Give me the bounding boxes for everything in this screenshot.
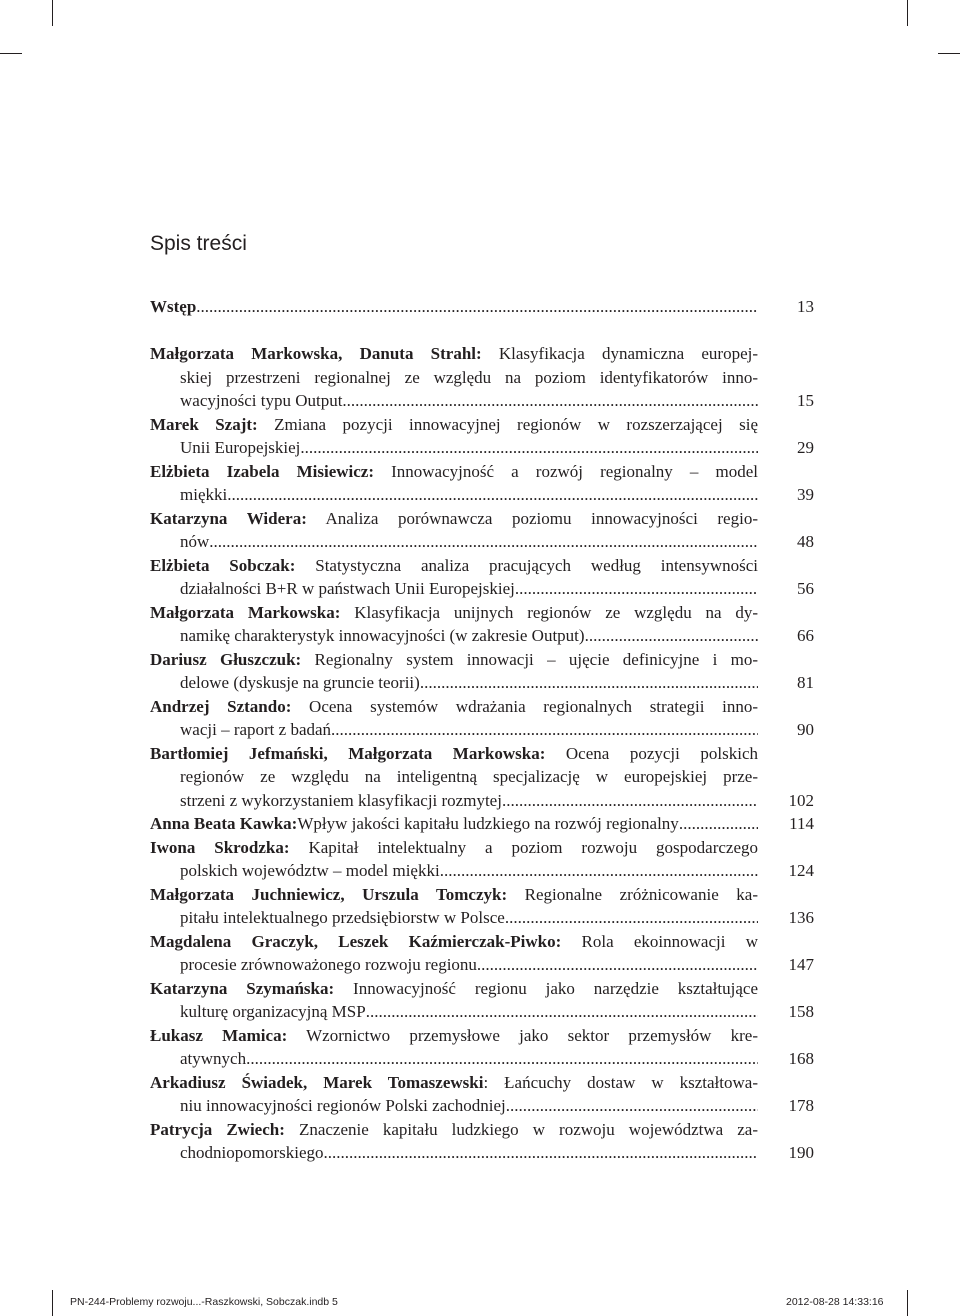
toc-entry-text: Kapitał intelektualny a poziom rozwoju gospodarczego xyxy=(289,837,758,857)
toc-entry-line xyxy=(150,366,758,390)
toc-entry-text: procesie zrównoważonego rozwoju regionu xyxy=(180,955,477,974)
footer-file-name: PN-244-Problemy rozwoju...-Raszkowski, Sobczak.indb 5 xyxy=(70,1296,338,1308)
toc-entry-author: Małgorzata Juchniewicz, Urszula Tomczyk: xyxy=(150,884,508,904)
toc-leader-dots xyxy=(196,295,758,319)
toc-entry-text: Ocena pozycji polskich xyxy=(545,743,758,763)
toc-entry-line[interactable] xyxy=(150,977,758,1001)
toc-entry-line[interactable] xyxy=(150,883,758,907)
toc-entry-text: pitału intelektualnego przedsiębiorstw w Polsce xyxy=(180,908,505,927)
toc-entry-text: Innowacyjność a rozwój regionalny – model xyxy=(374,461,758,481)
toc-leader-dots xyxy=(420,671,758,695)
toc-entry-line xyxy=(150,1047,814,1071)
toc-entry-line[interactable] xyxy=(150,836,758,860)
toc-leader-line xyxy=(180,577,758,601)
crop-mark xyxy=(0,53,22,54)
crop-mark xyxy=(52,1290,53,1316)
toc-leader-line xyxy=(180,718,758,742)
toc-page-number: 102 xyxy=(788,790,814,810)
toc-entry-text: Regionalny system innowacji – ujęcie definicyjne i mo- xyxy=(301,649,758,669)
toc-leader-dots xyxy=(324,1141,758,1165)
toc-leader-line xyxy=(180,1141,758,1165)
toc-entry-line[interactable] xyxy=(150,742,758,766)
toc-leader-line xyxy=(180,624,758,648)
toc-entry-line[interactable] xyxy=(150,695,758,719)
toc-entry-text: Klasyfikacja unijnych regionów ze względu na dy- xyxy=(340,602,759,622)
toc-leader-dots xyxy=(505,906,758,930)
toc-entry-line xyxy=(150,953,814,977)
toc-page-number: 13 xyxy=(797,297,814,316)
toc-leader-dots xyxy=(506,1094,758,1118)
toc-entry-text: regionów ze względu na inteligentną specjalizację w europejskiej prze- xyxy=(180,767,758,786)
toc-page-number: 168 xyxy=(788,1049,814,1068)
toc-entry-line xyxy=(150,765,758,789)
toc-entry-text: nów xyxy=(180,532,210,551)
toc-leader-dots xyxy=(679,812,758,836)
toc-entry-text: Znaczenie kapitału ludzkiego w rozwoju województwa za- xyxy=(284,1119,758,1139)
toc-entry-intro[interactable] xyxy=(150,295,814,319)
toc-leader-dots xyxy=(502,789,758,813)
toc-entry-text: Ocena systemów wdrażania regionalnych strategii inno- xyxy=(291,696,758,716)
toc-entry-line xyxy=(150,1000,814,1024)
toc-page-number: 90 xyxy=(797,720,814,739)
toc-entry-author: Magdalena Graczyk, Leszek Kaźmierczak-Piwko: xyxy=(150,931,562,951)
toc-entry-text: namikę charakterystyk innowacyjności (w zakresie Output) xyxy=(180,626,585,645)
toc-leader-line xyxy=(180,389,758,413)
toc-entry-line[interactable] xyxy=(150,930,758,954)
toc-leader-dots xyxy=(227,483,758,507)
toc-entry-line xyxy=(150,1141,814,1165)
toc-leader-dots xyxy=(366,1000,758,1024)
toc-leader-dots xyxy=(342,389,758,413)
toc-page-number: 39 xyxy=(797,485,814,504)
toc-leader-dots xyxy=(246,1047,758,1071)
crop-mark xyxy=(52,0,53,26)
toc-leader-dots xyxy=(515,577,758,601)
toc-page-number: 15 xyxy=(797,391,814,410)
toc-entry-text: Innowacyjność regionu jako narzędzie kształtujące xyxy=(334,978,758,998)
toc-page-number: 178 xyxy=(788,1096,814,1115)
toc-entry-line[interactable] xyxy=(150,413,758,437)
toc-page-number: 66 xyxy=(797,626,814,645)
toc-leader-dots xyxy=(300,436,758,460)
toc-entry-author: Katarzyna Szymańska: xyxy=(150,978,335,998)
toc-entry-author: Elżbieta Izabela Misiewicz: xyxy=(150,461,374,481)
toc-entry-author: Iwona Skrodzka: xyxy=(150,837,290,857)
toc-leader-dots xyxy=(585,624,758,648)
toc-page-number: 158 xyxy=(788,1002,814,1021)
toc-leader-line xyxy=(180,1094,758,1118)
toc-entry-line[interactable] xyxy=(150,601,758,625)
toc-entry-line[interactable] xyxy=(150,1024,758,1048)
toc-entry-text: Analiza porównawcza poziomu innowacyjności regio- xyxy=(306,508,758,528)
toc-entry-author: Arkadiusz Świadek, Marek Tomaszewski xyxy=(150,1072,484,1092)
toc-entry-text: Wzornictwo przemysłowe jako sektor przemysłów kre- xyxy=(287,1025,759,1045)
toc-leader-dots xyxy=(477,953,758,977)
toc-entry-line[interactable] xyxy=(150,1118,758,1142)
toc-entry-text: atywnych xyxy=(180,1049,247,1068)
toc-entry-author: Anna Beata Kawka: xyxy=(150,814,298,833)
toc-entry-author: Dariusz Głuszczuk: xyxy=(150,649,302,669)
toc-entry-line xyxy=(150,1094,814,1118)
toc-page-number: 147 xyxy=(788,955,814,974)
toc-entry-line[interactable] xyxy=(150,507,758,531)
toc-leader-line xyxy=(150,812,758,836)
toc-entry-text: Wpływ jakości kapitału ludzkiego na rozwój regionalny xyxy=(297,814,679,833)
toc-entry-text: wacyjności typu Output xyxy=(180,391,343,410)
toc-entry-text: polskich województw – model miękki xyxy=(180,861,440,880)
crop-mark xyxy=(907,0,908,26)
toc-entry-author: Łukasz Mamica: xyxy=(150,1025,288,1045)
toc-entry-text: skiej przestrzeni regionalnej ze względu na poziom identyfikatorów inno- xyxy=(180,367,758,387)
toc-entry-author: Elżbieta Sobczak: xyxy=(150,555,296,575)
toc-entry-text: Regionalne zróżnicowanie ka- xyxy=(507,884,758,904)
toc-entry-text: miękki xyxy=(180,485,228,504)
toc-entry-line[interactable] xyxy=(150,342,758,366)
crop-mark xyxy=(907,1290,908,1316)
page-title: Spis treści xyxy=(150,232,247,255)
toc-page-number: 56 xyxy=(797,579,814,598)
table-of-contents xyxy=(150,295,814,1165)
toc-entry-text: Unii Europejskiej xyxy=(180,438,301,457)
toc-entry-text: Rola ekoinnowacji w xyxy=(561,931,758,951)
toc-leader-line xyxy=(180,859,758,883)
toc-leader-line xyxy=(180,789,758,813)
toc-entry-line[interactable] xyxy=(150,648,758,672)
toc-page-number: 190 xyxy=(788,1143,814,1162)
toc-entry-text: strzeni z wykorzystaniem klasyfikacji rozmytej xyxy=(180,790,502,810)
toc-leader-line xyxy=(150,295,758,319)
toc-entry-text: Zmiana pozycji innowacyjnej regionów w rozszerzającej się xyxy=(257,414,758,434)
toc-entry-line xyxy=(150,624,814,648)
toc-leader-line xyxy=(180,906,758,930)
toc-entry-line[interactable] xyxy=(150,460,758,484)
toc-page-number: 48 xyxy=(797,532,814,551)
toc-page-number: 124 xyxy=(788,861,814,880)
toc-entry-line xyxy=(150,577,814,601)
toc-leader-dots xyxy=(331,718,758,742)
toc-entry-line xyxy=(150,671,814,695)
toc-page-number: 136 xyxy=(788,908,814,927)
toc-leader-line xyxy=(180,436,758,460)
toc-entry-line xyxy=(150,436,814,460)
toc-leader-line xyxy=(180,483,758,507)
toc-leader-line xyxy=(180,1047,758,1071)
toc-entry-text: Klasyfikacja dynamiczna europej- xyxy=(481,344,758,363)
toc-entry-text: kulturę organizacyjną MSP xyxy=(180,1002,366,1021)
toc-entry-line xyxy=(150,718,814,742)
toc-leader-dots xyxy=(209,530,758,554)
toc-page-number: 114 xyxy=(789,814,814,833)
toc-entry-label: Wstęp xyxy=(150,297,197,316)
toc-page-number: 29 xyxy=(797,438,814,457)
toc-leader-line xyxy=(180,530,758,554)
toc-entry-author: Patrycja Zwiech: xyxy=(150,1119,285,1139)
toc-entry-line[interactable] xyxy=(150,1071,758,1095)
footer-timestamp: 2012-08-28 14:33:16 xyxy=(786,1296,884,1308)
toc-page-number: 81 xyxy=(797,673,814,692)
toc-entry-text: chodniopomorskiego xyxy=(180,1143,324,1162)
toc-entry-text: delowe (dyskusje na gruncie teorii) xyxy=(180,673,420,692)
toc-entry-author: Bartłomiej Jefmański, Małgorzata Markowska: xyxy=(150,743,546,763)
toc-entry-line xyxy=(150,859,814,883)
toc-entry-text: Statystyczna analiza pracujących według intensywności xyxy=(295,555,759,575)
toc-entry-line xyxy=(150,530,814,554)
toc-leader-dots xyxy=(440,859,758,883)
toc-entry-text: niu innowacyjności regionów Polski zachodniej xyxy=(180,1096,506,1115)
crop-mark xyxy=(938,53,960,54)
toc-leader-line xyxy=(180,671,758,695)
toc-entry-line xyxy=(150,906,814,930)
toc-leader-line xyxy=(180,953,758,977)
toc-entry-author: Marek Szajt: xyxy=(150,414,258,434)
toc-entry-author: Małgorzata Markowska, Danuta Strahl: xyxy=(150,344,482,363)
toc-entry-line[interactable] xyxy=(150,554,758,578)
toc-entry-author: Andrzej Sztando: xyxy=(150,696,292,716)
toc-entry-line xyxy=(150,483,814,507)
toc-entry-author: Katarzyna Widera: xyxy=(150,508,307,528)
toc-leader-line xyxy=(180,1000,758,1024)
toc-spacer xyxy=(150,319,814,343)
toc-entry-text: wacji – raport z badań xyxy=(180,720,332,739)
toc-entry-author: Małgorzata Markowska: xyxy=(150,602,341,622)
toc-entry-line[interactable] xyxy=(150,812,814,836)
toc-entry-text: działalności B+R w państwach Unii Europejskiej xyxy=(180,579,515,598)
toc-entry-text: : Łańcuchy dostaw w kształtowa- xyxy=(483,1072,758,1092)
toc-entry-line xyxy=(150,389,814,413)
toc-entry-line xyxy=(150,789,814,813)
